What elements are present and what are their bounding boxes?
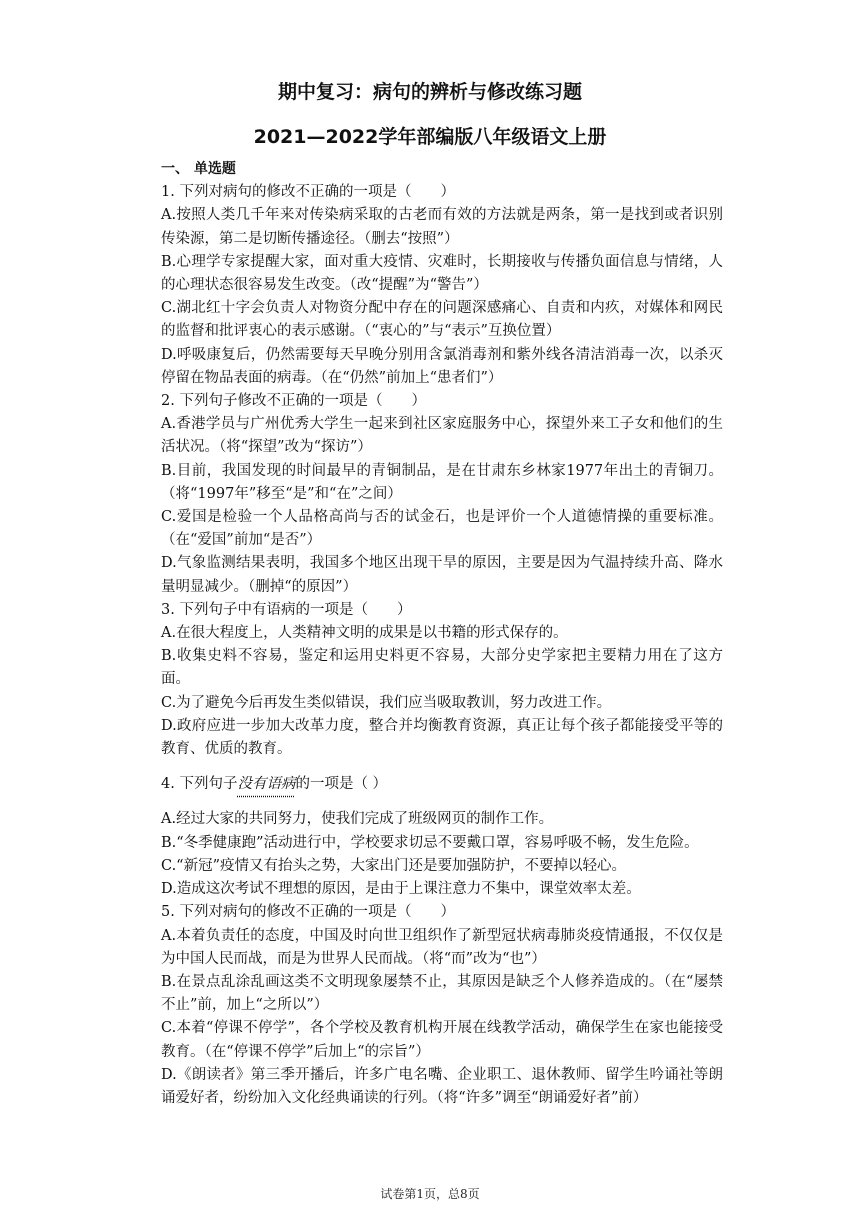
option-d: D.政府应进一步加大改革力度，整合并均衡教育资源，真正让每个孩子都能接受平等的教育、优质的教育。 [161,717,723,758]
option-a: A.香港学员与广州优秀大学生一起来到社区家庭服务中心，探望外来工子女和他们的生活状况。（将“探望”改为“探访”） [161,416,723,456]
option-b: B.目前，我国发现的时间最早的青铜制品，是在甘肃东乡林家1977年出土的青铜刀。（将“1997年”移至“是”和“在”之间） [161,462,723,502]
option-c: C.“新冠”疫情又有抬头之势，大家出门还是要加强防护，不要掉以轻心。 [161,857,627,874]
option-a: A.按照人类几千年来对传染病采取的古老而有效的方法就是两条，第一是找到或者识别传染源，第二是切断传播途径。（删去“按照”） [161,207,723,247]
option-d: D.造成这次考试不理想的原因，是由于上课注意力不集中，课堂效率太差。 [161,881,641,898]
option-a: A.在很大程度上，人类精神文明的成果是以书籍的形式保存的。 [161,625,568,642]
question-stem: 5. 下列对病句的修改不正确的一项是（ ） [161,904,455,921]
stem-suffix: 的一项是（ ） [295,776,388,793]
page-footer: 试卷第1页，总8页 [380,1187,480,1201]
stem-prefix: 4. 下列句子 [161,776,238,793]
option-b: B.心理学专家提醒大家，面对重大疫情、灾难时，长期接收与传播负面信息与情绪，人的心理状态很容易发生改变。（改“提醒”为“警告”） [161,253,723,294]
option-d: D.呼吸康复后，仍然需要每天早晚分别用含氯消毒剂和紫外线各清洁消毒一次，以杀灭停留在物品表面的病毒。（在“仍然”前加上“患者们”） [161,346,723,386]
option-a: A.经过大家的共同努力，使我们完成了班级网页的制作工作。 [161,811,554,828]
option-a: A.本着负责任的态度，中国及时向世卫组织作了新型冠状病毒肺炎疫情通报，不仅仅是为中国人民而战，而是为世界人民而战。（将“而”改为“也”） [161,927,723,967]
question-1 [161,181,723,390]
page-subtitle: 2021—2022学年部编版八年级语文上册 [253,126,607,148]
question-list [161,158,723,1110]
option-c: C.湖北红十字会负责人对物资分配中存在的问题深感痛心、自责和内疚，对媒体和网民的监督和批评衷心的表示感谢。（“衷心的”与“表示”互换位置） [161,300,723,340]
option-c: C.为了避免今后再发生类似错误，我们应当吸取教训，努力改进工作。 [161,694,612,711]
question-2 [161,390,723,599]
question-4 [161,773,723,901]
option-b: B.“冬季健康跑”活动进行中，学校要求切忌不要戴口罩，容易呼吸不畅，发生危险。 [161,834,699,851]
option-c: C.本着“停课不停学”，各个学校及教育机构开展在线教学活动，确保学生在家也能接受教育。（在“停课不停学”后加上“的宗旨”） [161,1020,723,1060]
option-b: B.在景点乱涂乱画这类不文明现象屡禁不止，其原因是缺乏个人修养造成的。（在“屡禁不止”前，加上“之所以”） [161,973,723,1014]
option-b: B.收集史料不容易，鉴定和运用史料更不容易，大部分史学家把主要精力用在了这方面。 [161,648,723,688]
page-title: 期中复习：病句的辨析与修改练习题 [277,81,582,103]
stem-emphasis: 没有语病 [237,776,296,793]
question-stem: 1. 下列对病句的修改不正确的一项是（ ） [161,184,455,201]
question-3 [161,599,723,761]
option-d: D.《朗读者》第三季开播后，许多广电名嘴、企业职工、退休教师、留学生吟诵社等朗诵爱好者，纷纷加入文化经典诵读的行列。（将“许多”调至“朗诵爱好者”前） [161,1066,723,1106]
option-d: D.气象监测结果表明，我国多个地区出现干旱的原因，主要是因为气温持续升高、降水量明显减少。（删掉“的原因”） [161,555,723,595]
question-stem: 3. 下列句子中有语病的一项是（ ） [161,601,412,618]
question-5 [161,901,723,1110]
question-stem: 2. 下列句子修改不正确的一项是（ ） [161,393,426,410]
option-c: C.爱国是检验一个人品格高尚与否的试金石，也是评价一个人道德情操的重要标准。（在“爱国”前加“是否”） [161,509,723,549]
section-heading: 一、 单选题 [161,161,236,177]
question-stem [161,773,723,796]
